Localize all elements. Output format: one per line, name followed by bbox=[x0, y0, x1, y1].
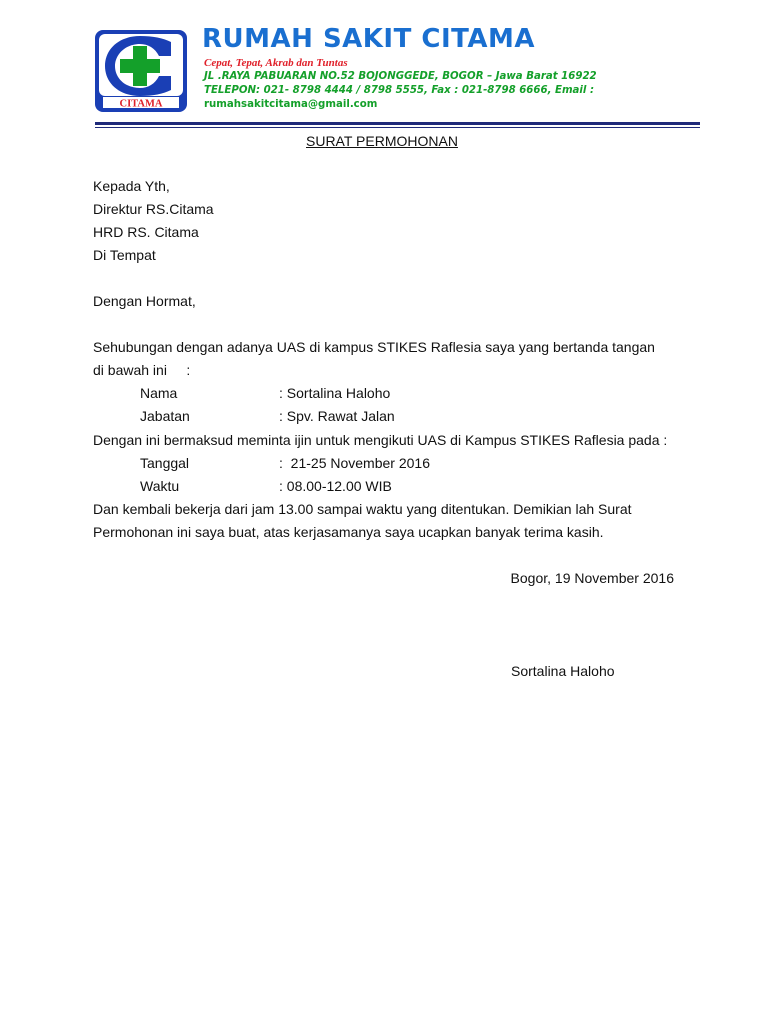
greeting: Dengan Hormat, bbox=[93, 293, 196, 309]
place-date: Bogor, 19 November 2016 bbox=[510, 570, 674, 586]
letterhead-divider-thin bbox=[95, 127, 700, 128]
letterhead-divider bbox=[95, 122, 700, 125]
hospital-address: JL .RAYA PABUARAN NO.52 BOJONGGEDE, BOGOR – Jawa Barat 16922 bbox=[204, 71, 597, 82]
hospital-name: RUMAH SAKIT CITAMA bbox=[202, 24, 535, 54]
svg-text:CITAMA: CITAMA bbox=[119, 98, 163, 110]
field-value-jabatan: : Spv. Rawat Jalan bbox=[279, 408, 395, 424]
letter-title: SURAT PERMOHONAN bbox=[306, 133, 458, 149]
recipient-line: Kepada Yth, bbox=[93, 178, 170, 194]
field-value-tanggal: : 21-25 November 2016 bbox=[279, 455, 430, 471]
field-label-nama: Nama bbox=[140, 385, 178, 401]
field-value-nama: : Sortalina Haloho bbox=[279, 385, 391, 401]
hospital-email: rumahsakitcitama@gmail.com bbox=[204, 99, 378, 110]
purpose-line: Dengan ini bermaksud meminta ijin untuk mengikuti UAS di Kampus STIKES Raflesia pada : bbox=[93, 432, 668, 448]
field-label-tanggal: Tanggal bbox=[140, 455, 190, 471]
hospital-phone: TELEPON: 021- 8798 4444 / 8798 5555, Fax : 021-8798 6666, Email : bbox=[204, 85, 595, 96]
field-label-waktu: Waktu bbox=[140, 478, 180, 494]
field-label-jabatan: Jabatan bbox=[140, 408, 190, 424]
recipient-line: Di Tempat bbox=[93, 247, 156, 263]
recipient-line: HRD RS. Citama bbox=[93, 224, 199, 240]
recipient-line: Direktur RS.Citama bbox=[93, 201, 214, 217]
hospital-tagline: Cepat, Tepat, Akrab dan Tuntas bbox=[204, 57, 348, 69]
field-value-waktu: : 08.00-12.00 WIB bbox=[279, 478, 392, 494]
intro-paragraph: di bawah ini : bbox=[93, 362, 191, 378]
closing-paragraph: Dan kembali bekerja dari jam 13.00 sampai waktu yang ditentukan. Demikian lah Surat bbox=[93, 501, 632, 517]
signatory-name: Sortalina Haloho bbox=[511, 663, 615, 679]
closing-paragraph: Permohonan ini saya buat, atas kerjasamanya saya ucapkan banyak terima kasih. bbox=[93, 524, 604, 540]
intro-paragraph: Sehubungan dengan adanya UAS di kampus STIKES Raflesia saya yang bertanda tangan bbox=[93, 339, 655, 355]
hospital-logo-icon bbox=[93, 28, 189, 114]
